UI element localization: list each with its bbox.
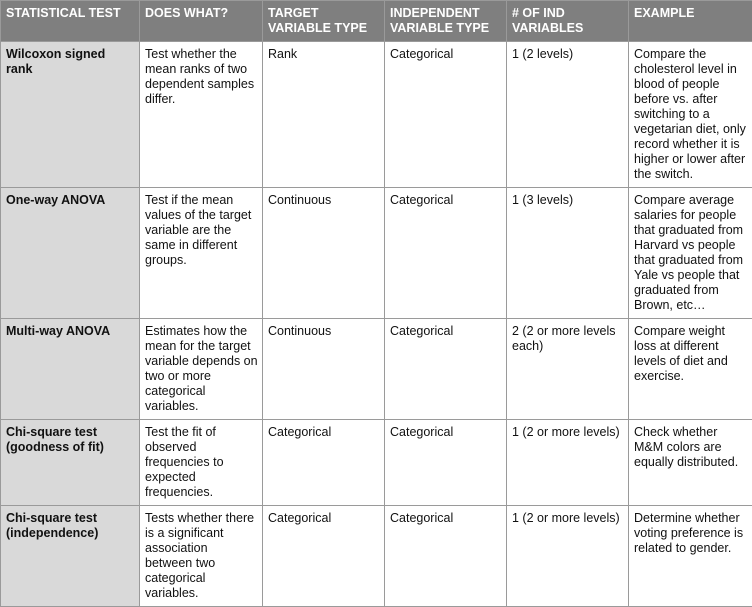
table-row <box>1 188 752 319</box>
test-name-cell: Multi-way ANOVA <box>1 319 140 420</box>
num-ind-vars-cell: 1 (3 levels) <box>507 188 629 319</box>
example-cell: Determine whether voting preference is related to gender. <box>629 506 752 607</box>
does-what-cell: Test the fit of observed frequencies to expected frequencies. <box>140 420 263 506</box>
example-cell: Compare the cholesterol level in blood of people before vs. after switching to a vegetarian diet, only record whether it is higher or lower after the switch. <box>629 42 752 188</box>
table-header <box>1 1 752 42</box>
num-ind-vars-cell: 1 (2 or more levels) <box>507 506 629 607</box>
header-num-ind-variables: # OF IND VARIABLES <box>507 1 629 42</box>
target-type-cell: Categorical <box>263 420 385 506</box>
target-type-cell: Categorical <box>263 506 385 607</box>
table-row <box>1 506 752 607</box>
example-cell: Compare average salaries for people that graduated from Harvard vs people that graduated from Yale vs people that graduated from Brown, etc… <box>629 188 752 319</box>
header-does-what: DOES WHAT? <box>140 1 263 42</box>
header-target-variable-type: TARGET VARIABLE TYPE <box>263 1 385 42</box>
test-name-cell: Chi-square test (independence) <box>1 506 140 607</box>
target-type-cell: Rank <box>263 42 385 188</box>
target-type-cell: Continuous <box>263 319 385 420</box>
does-what-cell: Test if the mean values of the target variable are the same in different groups. <box>140 188 263 319</box>
does-what-cell: Test whether the mean ranks of two dependent samples differ. <box>140 42 263 188</box>
header-row <box>1 1 752 42</box>
table-row <box>1 319 752 420</box>
num-ind-vars-cell: 1 (2 or more levels) <box>507 420 629 506</box>
independent-type-cell: Categorical <box>385 42 507 188</box>
independent-type-cell: Categorical <box>385 506 507 607</box>
example-cell: Compare weight loss at different levels of diet and exercise. <box>629 319 752 420</box>
header-example: EXAMPLE <box>629 1 752 42</box>
example-cell: Check whether M&M colors are equally distributed. <box>629 420 752 506</box>
target-type-cell: Continuous <box>263 188 385 319</box>
header-statistical-test: STATISTICAL TEST <box>1 1 140 42</box>
does-what-cell: Tests whether there is a significant association between two categorical variables. <box>140 506 263 607</box>
num-ind-vars-cell: 1 (2 levels) <box>507 42 629 188</box>
test-name-cell: One-way ANOVA <box>1 188 140 319</box>
independent-type-cell: Categorical <box>385 319 507 420</box>
does-what-cell: Estimates how the mean for the target variable depends on two or more categorical variables. <box>140 319 263 420</box>
num-ind-vars-cell: 2 (2 or more levels each) <box>507 319 629 420</box>
test-name-cell: Wilcoxon signed rank <box>1 42 140 188</box>
table-body <box>1 42 752 607</box>
table-row <box>1 420 752 506</box>
table-row <box>1 42 752 188</box>
independent-type-cell: Categorical <box>385 188 507 319</box>
independent-type-cell: Categorical <box>385 420 507 506</box>
test-name-cell: Chi-square test (goodness of fit) <box>1 420 140 506</box>
header-independent-variable-type: INDEPENDENT VARIABLE TYPE <box>385 1 507 42</box>
